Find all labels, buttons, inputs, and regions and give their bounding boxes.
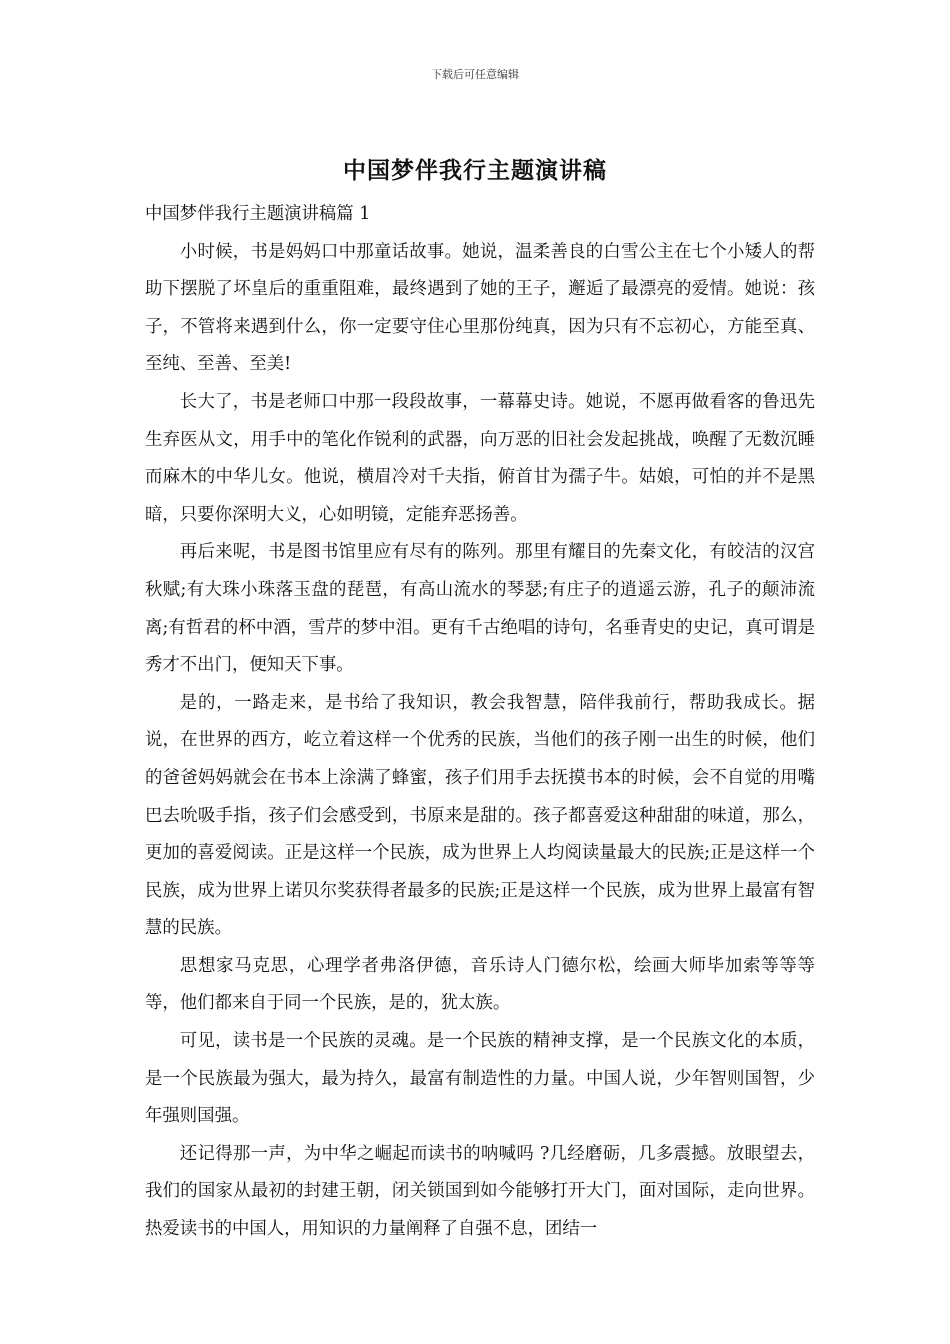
document-body	[145, 196, 815, 1249]
header-note: 下载后可任意编辑	[431, 68, 519, 81]
paragraph-7: 还记得那一声，为中华之崛起而读书的呐喊吗 ?几经磨砺，几多震撼。放眼望去，我们的国家从最初的封建王朝，闭关锁国到如今能够打开大门，面对国际，走向世界。热爱读书的中国人，用知识的力量阐释了自强不息，团结一	[145, 1143, 815, 1240]
paragraph-5: 思想家马克思，心理学者弗洛伊德，音乐诗人门德尔松，绘画大师毕加索等等等等，他们都来自于同一个民族，是的，犹太族。	[145, 955, 815, 1014]
document-title: 中国梦伴我行主题演讲稿	[343, 157, 607, 184]
paragraph-6: 可见，读书是一个民族的灵魂。是一个民族的精神支撑，是一个民族文化的本质，是一个民族最为强大，最为持久，最富有制造性的力量。中国人说，少年智则国智，少年强则国强。	[145, 1031, 815, 1127]
paragraph-3: 再后来呢，书是图书馆里应有尽有的陈列。那里有耀目的先秦文化，有皎洁的汉宫秋赋;有大珠小珠落玉盘的琵琶，有高山流水的琴瑟;有庄子的逍遥云游，孔子的颠沛流离;有哲君的杯中酒，雪芹的梦中泪。更有千古绝唱的诗句，名垂青史的史记，真可谓是秀才不出门，便知天下事。	[145, 542, 815, 676]
paragraph-2: 长大了，书是老师口中那一段段故事，一幕幕史诗。她说，不愿再做看客的鲁迅先生弃医从文，用手中的笔化作锐利的武器，向万恶的旧社会发起挑战，唤醒了无数沉睡而麻木的中华儿女。他说，横眉冷对千夫指，俯首甘为孺子牛。姑娘，可怕的并不是黑暗，只要你深明大义，心如明镜，定能弃恶扬善。	[145, 391, 815, 525]
paragraph-1: 小时候，书是妈妈口中那童话故事。她说，温柔善良的白雪公主在七个小矮人的帮助下摆脱了坏皇后的重重阻难，最终遇到了她的王子，邂逅了最漂亮的爱情。她说：孩子，不管将来遇到什么，你一定要守住心里那份纯真，因为只有不忘初心，方能至真、至纯、至善、至美!	[145, 241, 815, 375]
section-subtitle: 中国梦伴我行主题演讲稿篇 1	[145, 204, 371, 224]
paragraph-4: 是的，一路走来，是书给了我知识，教会我智慧，陪伴我前行，帮助我成长。据说，在世界的西方，屹立着这样一个优秀的民族，当他们的孩子刚一出生的时候，他们的爸爸妈妈就会在书本上涂满了蜂蜜，孩子们用手去抚摸书本的时候，会不自觉的用嘴巴去吮吸手指，孩子们会感受到，书原来是甜的。孩子都喜爱这种甜甜的味道，那么，更加的喜爱阅读。正是这样一个民族，成为世界上人均阅读量最大的民族;正是这样一个民族，成为世界上诺贝尔奖获得者最多的民族;正是这样一个民族，成为世界上最富有智慧的民族。	[145, 692, 815, 939]
